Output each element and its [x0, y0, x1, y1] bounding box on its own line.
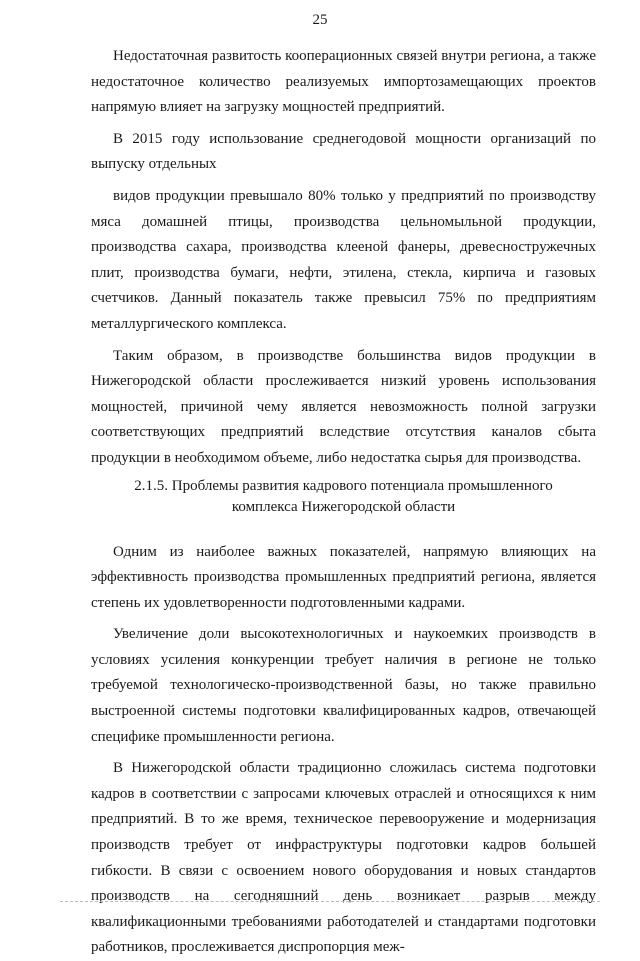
paragraph-hightech-share: Увеличение доли высокотехнологичных и наукоемких производств в условиях усиления конкуренции требует наличия в регионе не только требуемой технологическо-производственной базы, но также правильно выстроенной системы подготовки квалифицированных кадров, отвечающей специфике промышленности региона.	[91, 626, 596, 745]
section-heading-line-2: комплекса Нижегородской области	[231, 498, 456, 515]
paragraph-capacity-2015: В 2015 году использование среднегодовой мощности организаций по выпуску отдельных	[91, 130, 596, 173]
paragraph-training-system: В Нижегородской области традиционно сложилась система подготовки кадров в соответствии с запросами ключевых отраслей и относящихся к ним предприятий. В то же время, техническое перевооружение и модернизация производств требует от инфраструктуры подготовки кадров большей гибкости. В связи с освоением нового оборудования и новых стандартов производств на сегодняшний день возникает разрыв между квалификационными требованиями работодателей и стандартами подготовки работников, прослеживается диспропорция меж-	[91, 760, 596, 956]
section-heading-line-1: 2.1.5. Проблемы развития кадрового потенциала промышленного	[134, 477, 553, 494]
page-content	[91, 44, 596, 961]
paragraph-personnel-indicator: Одним из наиболее важных показателей, напрямую влияющих на эффективность производства промышленных предприятий региона, является степень их удовлетворенности подготовленными кадрами.	[91, 543, 596, 611]
paragraph-capacity-products: видов продукции превышало 80% только у предприятий по производству мяса домашней птицы, производства цельномыльной продукции, производства сахара, производства клееной фанеры, древесностружечных плит, производства бумаги, нефти, этилена, стекла, кирпича и газовых счетчиков. Данный показатель также превысил 75% по предприятиям металлургического комплекса.	[91, 187, 596, 332]
section-heading	[91, 476, 596, 518]
paragraph-conclusion: Таким образом, в производстве большинства видов продукции в Нижегородской области прослеживается низкий уровень использования мощностей, причиной чему является невозможность полной загрузки соответствующих предприятий вследствие отсутствия каналов сбыта продукции в необходимом объеме, либо недостатка сырья для производства.	[91, 347, 596, 466]
page-number: 25	[312, 12, 328, 28]
page-bottom-edge	[60, 901, 600, 903]
paragraph-cooperation: Недостаточная развитость кооперационных связей внутри региона, а также недостаточное количество реализуемых импортозамещающих проектов напрямую влияет на загрузку мощностей предприятий.	[91, 48, 596, 116]
